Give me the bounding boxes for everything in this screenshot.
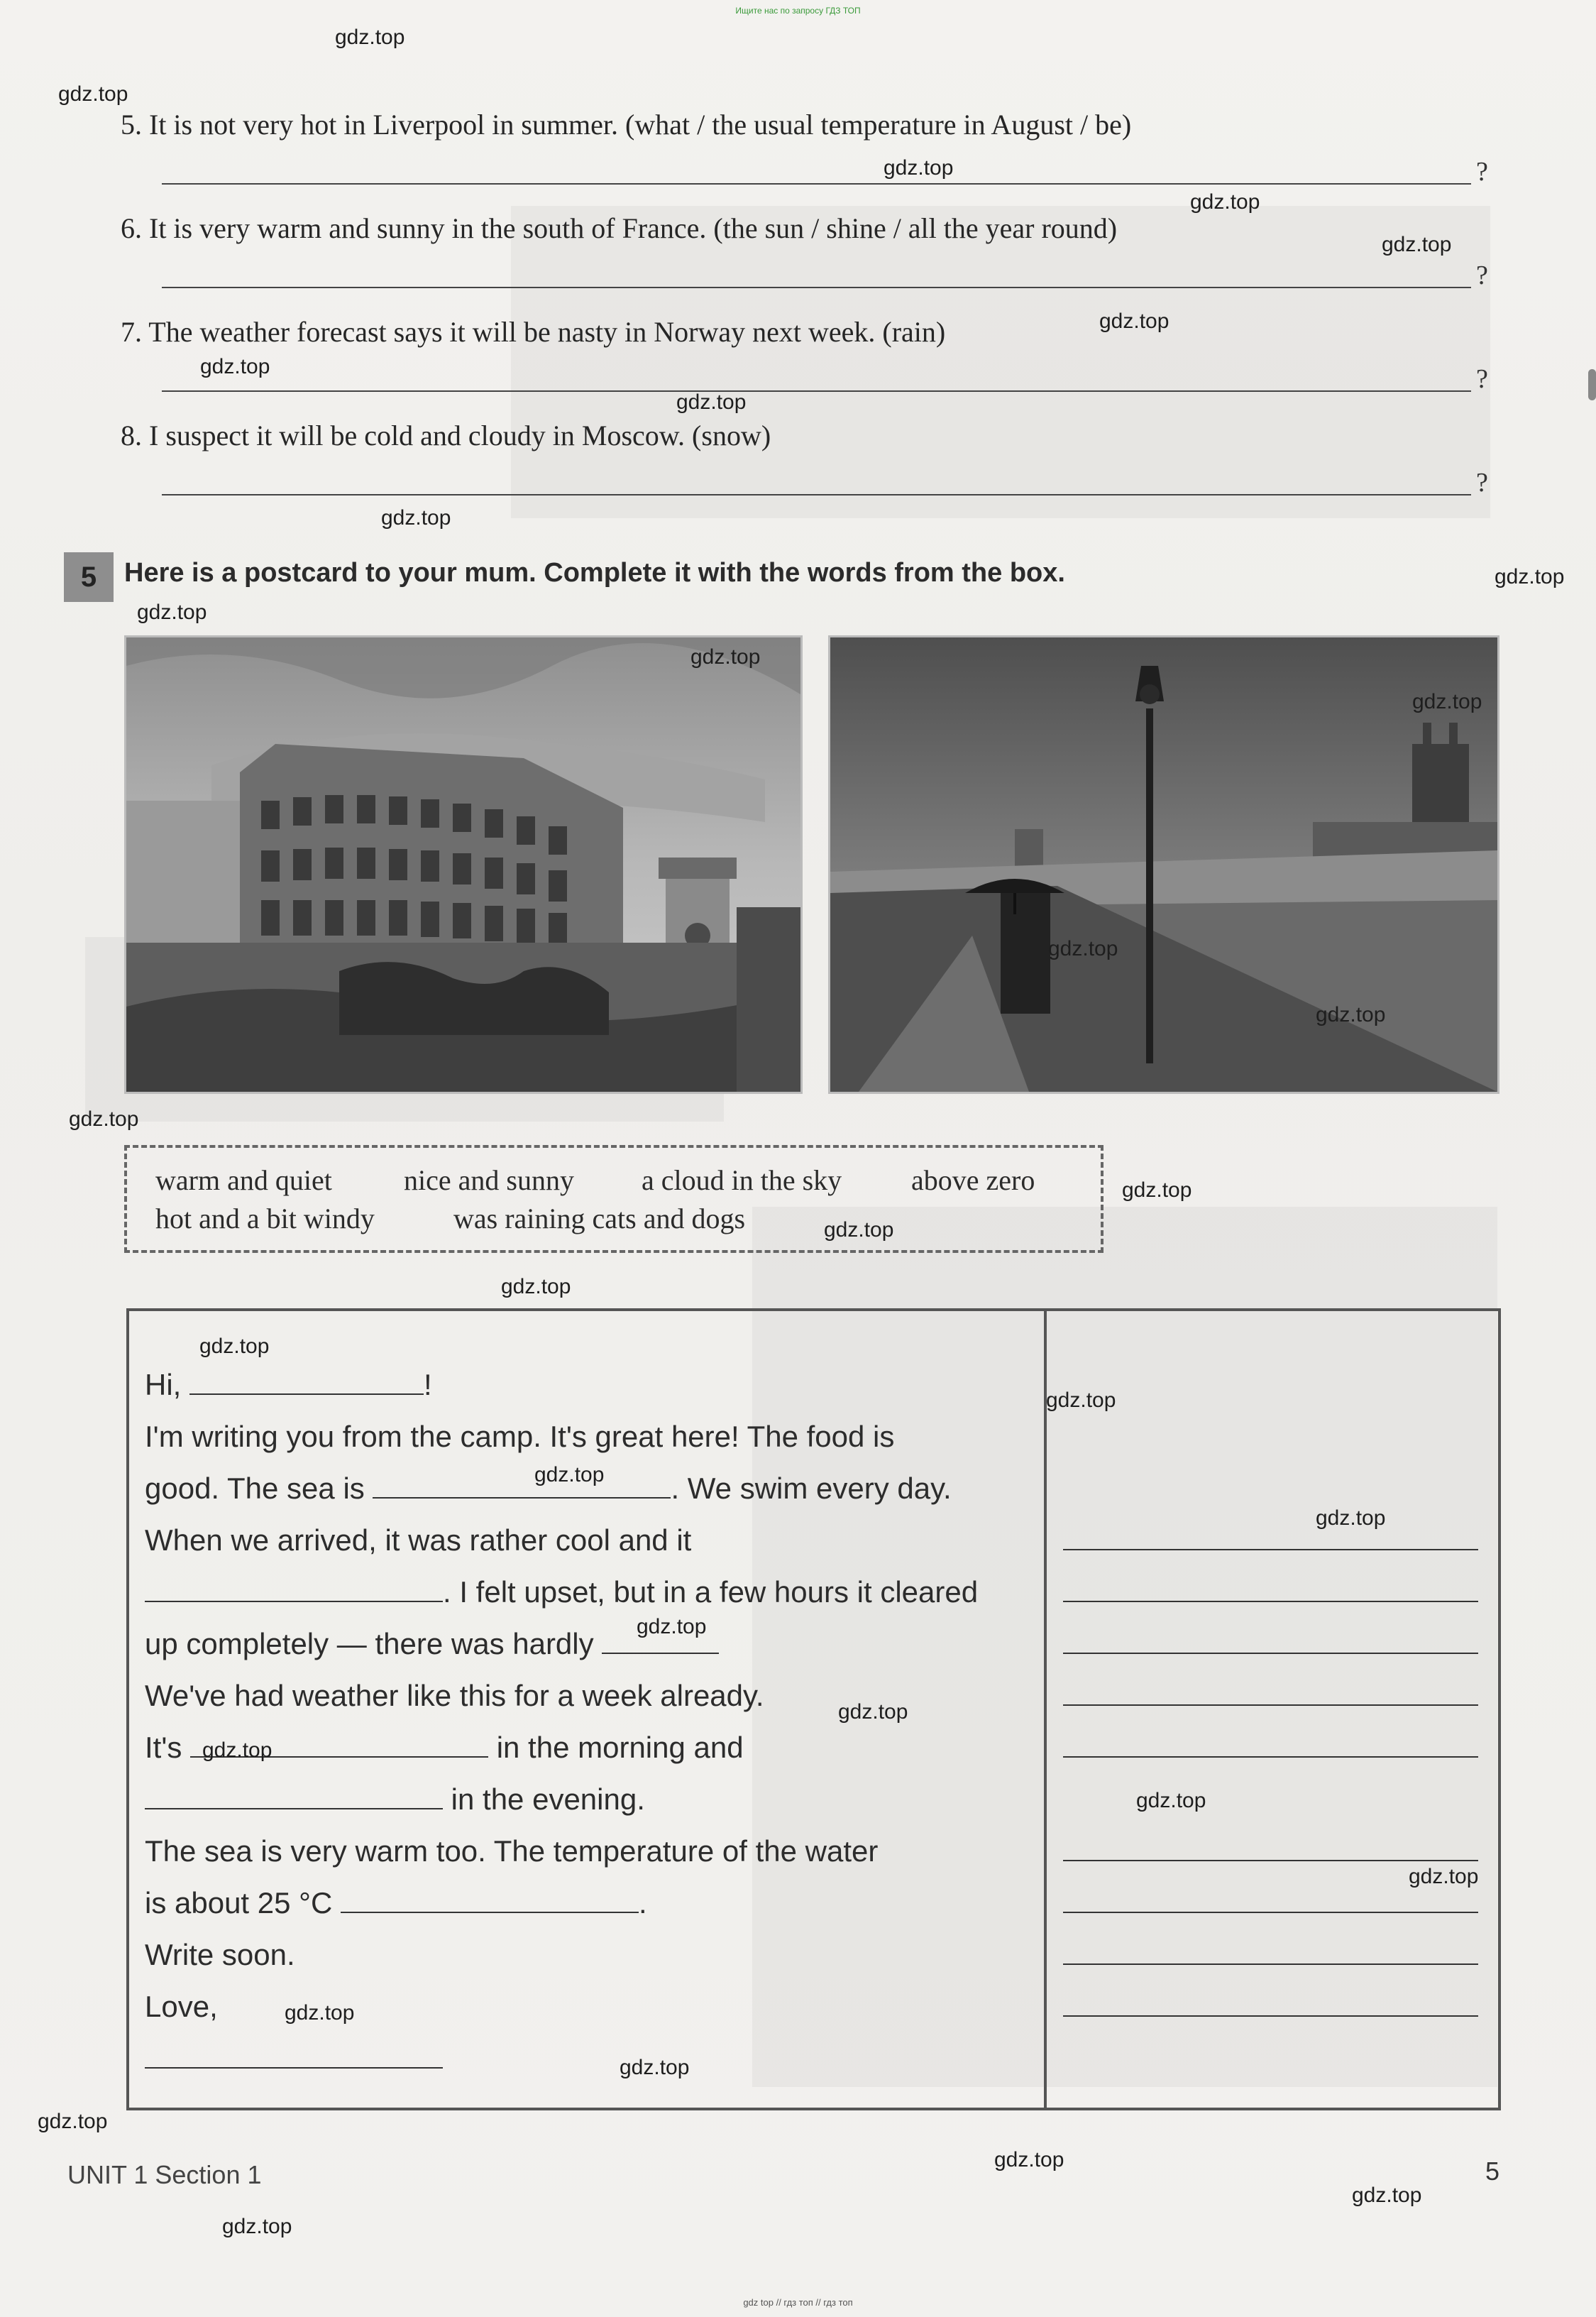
address-line[interactable] xyxy=(1063,1756,1478,1758)
section-label: Section 1 xyxy=(155,2160,262,2189)
unit-label: UNIT 1 xyxy=(67,2160,148,2189)
page-number: 5 xyxy=(1485,2157,1500,2186)
watermark: gdz.top xyxy=(501,1275,571,1298)
watermark: gdz.top xyxy=(335,26,405,49)
blank-field[interactable] xyxy=(189,1368,424,1395)
blank-field[interactable] xyxy=(373,1472,671,1499)
item-sentence: The weather forecast says it will be nasty in Norway next week. (rain) xyxy=(148,316,946,348)
postcard-line: I'm writing you from the camp. It's great here! The food is xyxy=(145,1420,895,1453)
postcard-line xyxy=(145,1627,719,1661)
watermark: gdz.top xyxy=(137,601,207,624)
word-option: nice and sunny xyxy=(404,1164,574,1196)
exercise-number-badge: 5 xyxy=(64,552,114,602)
item-sentence: It is not very hot in Liverpool in summer. (what / the usual temperature in August / be) xyxy=(149,109,1132,141)
answer-line[interactable] xyxy=(162,183,1471,185)
postcard-text: . I felt upset, but in a few hours it cleared xyxy=(443,1575,979,1609)
watermark: gdz.top xyxy=(1412,690,1482,713)
word-option: hot and a bit windy xyxy=(155,1203,375,1234)
postcard-line: Love, xyxy=(145,1990,218,2023)
signature-blank[interactable] xyxy=(145,2042,443,2069)
watermark: gdz.top xyxy=(838,1700,908,1724)
address-line[interactable] xyxy=(1063,1963,1478,1965)
watermark: gdz.top xyxy=(824,1218,894,1242)
greeting-punctuation: ! xyxy=(424,1368,432,1401)
watermark: gdz.top xyxy=(1136,1789,1206,1812)
watermark: gdz.top xyxy=(1046,1388,1116,1412)
answer-line[interactable] xyxy=(162,494,1471,495)
item-sentence: It is very warm and sunny in the south of France. (the sun / shine / all the year round) xyxy=(149,212,1118,244)
watermark: gdz.top xyxy=(381,506,451,530)
address-line[interactable] xyxy=(1063,1601,1478,1602)
postcard-line xyxy=(145,1575,978,1609)
question-mark: ? xyxy=(1476,364,1488,394)
watermark: gdz.top xyxy=(1495,565,1565,588)
watermark: gdz.top xyxy=(1316,1003,1386,1026)
greeting: Hi, xyxy=(145,1368,182,1401)
watermark: gdz.top xyxy=(1122,1178,1192,1202)
item-number: 5. xyxy=(121,109,142,141)
postcard-line xyxy=(145,1886,647,1920)
address-line[interactable] xyxy=(1063,1704,1478,1706)
item-number: 8. xyxy=(121,420,142,451)
postcard-text: is about 25 °C xyxy=(145,1886,333,1919)
watermark: gdz.top xyxy=(58,82,128,106)
postcard-line xyxy=(145,1782,645,1817)
postcard-text: good. The sea is xyxy=(145,1472,365,1505)
watermark: gdz.top xyxy=(199,1335,270,1358)
watermark: gdz.top xyxy=(534,1463,605,1486)
watermark: gdz.top xyxy=(676,390,747,414)
postcard-text: It's xyxy=(145,1731,182,1764)
question-mark: ? xyxy=(1476,261,1488,290)
word-box xyxy=(124,1145,1104,1253)
word-option: warm and quiet xyxy=(155,1164,332,1196)
postcard-line xyxy=(145,2042,443,2076)
watermark: gdz.top xyxy=(1382,233,1452,256)
watermark: gdz.top xyxy=(1048,937,1118,960)
question-mark: ? xyxy=(1476,157,1488,187)
exercise-instruction: Here is a postcard to your mum. Complete it with the words from the box. xyxy=(124,558,1065,588)
watermark: gdz.top xyxy=(202,1738,273,1762)
item-number: 6. xyxy=(121,212,142,244)
watermark: gdz.top xyxy=(38,2110,108,2133)
watermark: gdz.top xyxy=(620,2056,690,2079)
exercise-item-8 xyxy=(121,419,771,452)
watermark: gdz.top xyxy=(285,2001,355,2025)
question-mark: ? xyxy=(1476,468,1488,498)
watermark: gdz.top xyxy=(200,355,270,378)
watermark: gdz.top xyxy=(69,1107,139,1131)
address-line[interactable] xyxy=(1063,1912,1478,1913)
postcard-divider xyxy=(1044,1311,1047,2108)
watermark: gdz.top xyxy=(1352,2184,1422,2207)
item-number: 7. xyxy=(121,316,142,348)
blank-field[interactable] xyxy=(145,1782,443,1809)
postcard-text: up completely — there was hardly xyxy=(145,1627,594,1660)
exercise-item-6 xyxy=(121,212,1117,245)
answer-line[interactable] xyxy=(162,390,1471,392)
bottom-banner: gdz top // гдз топ // гдз топ xyxy=(743,2297,853,2308)
postcard-text: . We swim every day. xyxy=(671,1472,952,1505)
postcard-line: The sea is very warm too. The temperature of the water xyxy=(145,1834,879,1868)
blank-field[interactable] xyxy=(145,1575,443,1602)
postcard-line: We've had weather like this for a week already. xyxy=(145,1679,764,1712)
blank-field[interactable] xyxy=(341,1886,639,1913)
rainy-embankment-illustration xyxy=(830,637,1497,1092)
address-line[interactable] xyxy=(1063,1549,1478,1550)
colosseum-illustration xyxy=(126,637,800,1092)
bleed-through-block xyxy=(511,206,1490,518)
exercise-item-7 xyxy=(121,315,945,349)
postcard-line xyxy=(145,1368,432,1402)
word-option: was raining cats and dogs xyxy=(453,1203,746,1234)
postcard-line: When we arrived, it was rather cool and it xyxy=(145,1523,692,1557)
page-edge-mark xyxy=(1588,369,1596,400)
watermark: gdz.top xyxy=(884,156,954,180)
watermark: gdz.top xyxy=(637,1615,707,1638)
address-line[interactable] xyxy=(1063,2015,1478,2017)
item-sentence: I suspect it will be cold and cloudy in Moscow. (snow) xyxy=(149,420,771,451)
watermark: gdz.top xyxy=(1316,1506,1386,1530)
watermark: gdz.top xyxy=(1409,1865,1479,1888)
postcard-text: in the evening. xyxy=(451,1782,645,1816)
postcard-line: Write soon. xyxy=(145,1938,295,1971)
colosseum-photo xyxy=(124,635,803,1094)
exercise-item-5 xyxy=(121,108,1131,141)
postcard xyxy=(126,1308,1501,2110)
watermark: gdz.top xyxy=(994,2148,1064,2171)
word-option: above zero xyxy=(911,1164,1035,1196)
address-line[interactable] xyxy=(1063,1860,1478,1861)
answer-line[interactable] xyxy=(162,287,1471,288)
word-option: a cloud in the sky xyxy=(642,1164,842,1196)
postcard-text: . xyxy=(638,1886,647,1919)
address-line[interactable] xyxy=(1063,1653,1478,1654)
top-banner: Ищите нас по запросу ГДЗ ТОП xyxy=(735,6,861,16)
watermark: gdz.top xyxy=(690,645,761,669)
watermark: gdz.top xyxy=(1190,190,1260,214)
watermark: gdz.top xyxy=(222,2215,292,2238)
london-rain-photo xyxy=(828,635,1499,1094)
watermark: gdz.top xyxy=(1099,310,1170,333)
page-footer xyxy=(67,2160,262,2190)
postcard-text: in the morning and xyxy=(496,1731,744,1764)
